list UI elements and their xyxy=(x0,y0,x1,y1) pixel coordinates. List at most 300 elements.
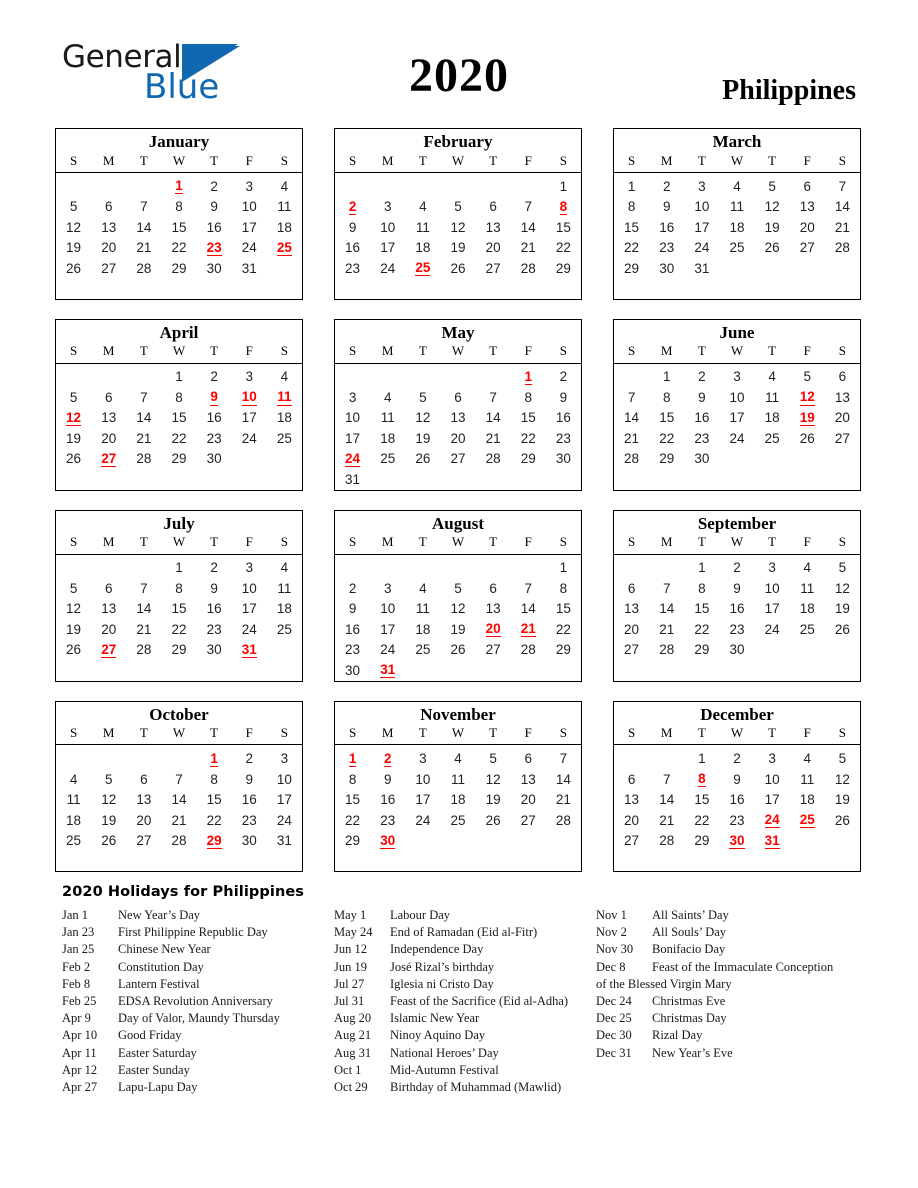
day-cell[interactable]: 5 xyxy=(69,389,78,405)
day-cell[interactable]: 10 xyxy=(729,389,745,405)
day-cell[interactable]: 7 xyxy=(524,199,533,215)
day-cell-holiday[interactable] xyxy=(790,810,825,831)
day-cell[interactable]: 7 xyxy=(140,580,148,596)
day-cell[interactable]: 3 xyxy=(383,199,392,215)
day-cell[interactable]: 6 xyxy=(104,199,113,215)
day-cell[interactable]: 6 xyxy=(104,580,113,596)
day-cell[interactable]: 7 xyxy=(175,771,183,787)
day-cell[interactable]: 17 xyxy=(764,601,780,617)
day-cell[interactable]: 22 xyxy=(171,621,187,637)
day-cell[interactable]: 18 xyxy=(450,792,466,808)
day-cell[interactable]: 6 xyxy=(140,771,148,787)
day-cell-holiday[interactable] xyxy=(197,387,232,408)
day-cell[interactable]: 4 xyxy=(419,580,427,596)
day-cell-holiday[interactable] xyxy=(232,387,267,408)
day-cell-holiday[interactable] xyxy=(370,660,405,681)
day-cell[interactable]: 2 xyxy=(662,178,671,194)
day-cell[interactable]: 19 xyxy=(834,792,850,808)
day-cell[interactable]: 3 xyxy=(768,560,776,576)
day-cell[interactable]: 4 xyxy=(383,389,392,405)
day-cell[interactable]: 15 xyxy=(555,601,571,617)
day-cell[interactable]: 25 xyxy=(415,642,431,658)
day-cell[interactable]: 1 xyxy=(698,751,706,767)
day-cell[interactable]: 21 xyxy=(659,621,675,637)
day-cell[interactable]: 26 xyxy=(764,240,780,256)
day-cell[interactable]: 21 xyxy=(555,792,571,808)
day-cell-holiday[interactable] xyxy=(335,449,370,470)
day-cell[interactable]: 26 xyxy=(66,642,82,658)
day-cell[interactable]: 10 xyxy=(345,410,361,426)
day-cell[interactable]: 24 xyxy=(241,240,257,256)
day-cell[interactable]: 17 xyxy=(380,621,396,637)
day-cell[interactable]: 22 xyxy=(555,621,571,637)
day-cell[interactable]: 23 xyxy=(345,260,361,276)
day-cell[interactable]: 11 xyxy=(277,580,292,596)
day-cell[interactable]: 17 xyxy=(694,219,710,235)
day-cell[interactable]: 19 xyxy=(66,621,82,637)
day-cell[interactable]: 15 xyxy=(659,410,675,426)
day-cell[interactable]: 5 xyxy=(489,751,497,767)
day-cell[interactable]: 16 xyxy=(729,792,745,808)
day-cell[interactable]: 13 xyxy=(101,219,117,235)
day-cell[interactable]: 3 xyxy=(348,389,357,405)
day-cell[interactable]: 10 xyxy=(380,601,396,617)
day-cell-holiday[interactable] xyxy=(91,640,126,661)
day-cell[interactable]: 7 xyxy=(662,580,671,596)
day-cell[interactable]: 14 xyxy=(624,410,640,426)
day-cell[interactable]: 30 xyxy=(555,451,571,467)
day-cell[interactable]: 15 xyxy=(520,410,536,426)
day-cell[interactable]: 13 xyxy=(485,601,501,617)
day-cell[interactable]: 24 xyxy=(276,812,292,828)
day-cell[interactable]: 24 xyxy=(380,260,396,276)
day-cell[interactable]: 28 xyxy=(136,642,152,658)
day-cell[interactable]: 31 xyxy=(241,260,257,276)
day-cell[interactable]: 26 xyxy=(834,812,850,828)
day-cell[interactable]: 21 xyxy=(136,621,152,637)
day-cell[interactable]: 6 xyxy=(489,199,497,215)
day-cell[interactable]: 13 xyxy=(624,601,640,617)
day-cell[interactable]: 3 xyxy=(280,751,289,767)
day-cell[interactable]: 22 xyxy=(345,812,361,828)
day-cell[interactable]: 17 xyxy=(415,792,431,808)
day-cell[interactable]: 14 xyxy=(485,410,501,426)
day-cell[interactable]: 16 xyxy=(659,219,675,235)
day-cell[interactable]: 23 xyxy=(206,621,222,637)
day-cell[interactable]: 20 xyxy=(101,430,117,446)
day-cell[interactable]: 6 xyxy=(489,580,497,596)
day-cell-holiday[interactable] xyxy=(335,196,370,217)
day-cell[interactable]: 19 xyxy=(66,430,82,446)
day-cell[interactable]: 17 xyxy=(276,792,292,808)
day-cell[interactable]: 29 xyxy=(694,642,710,658)
day-cell[interactable]: 1 xyxy=(559,178,568,194)
day-cell[interactable]: 8 xyxy=(175,199,183,215)
day-cell[interactable]: 11 xyxy=(765,389,780,405)
day-cell[interactable]: 23 xyxy=(729,812,745,828)
day-cell[interactable]: 20 xyxy=(520,792,536,808)
day-cell[interactable]: 24 xyxy=(694,240,710,256)
day-cell[interactable]: 26 xyxy=(485,812,501,828)
day-cell-holiday[interactable] xyxy=(719,830,754,851)
day-cell[interactable]: 19 xyxy=(450,621,466,637)
day-cell[interactable]: 2 xyxy=(348,580,357,596)
day-cell[interactable]: 1 xyxy=(662,369,671,385)
day-cell[interactable]: 15 xyxy=(624,219,640,235)
day-cell[interactable]: 2 xyxy=(698,369,706,385)
day-cell[interactable]: 6 xyxy=(454,389,462,405)
day-cell[interactable]: 4 xyxy=(280,369,289,385)
day-cell-holiday[interactable] xyxy=(370,745,405,769)
day-cell[interactable]: 16 xyxy=(555,410,571,426)
day-cell[interactable]: 9 xyxy=(698,389,706,405)
day-cell[interactable]: 29 xyxy=(171,642,187,658)
day-cell[interactable]: 18 xyxy=(799,792,815,808)
day-cell-holiday[interactable] xyxy=(197,830,232,851)
day-cell-holiday[interactable] xyxy=(511,363,546,387)
day-cell[interactable]: 26 xyxy=(799,430,815,446)
day-cell[interactable]: 14 xyxy=(136,219,152,235)
day-cell-holiday[interactable] xyxy=(91,449,126,470)
day-cell[interactable]: 10 xyxy=(415,771,431,787)
day-cell[interactable]: 31 xyxy=(345,471,361,487)
day-cell[interactable]: 28 xyxy=(659,642,675,658)
day-cell[interactable]: 16 xyxy=(241,792,257,808)
day-cell[interactable]: 25 xyxy=(799,621,815,637)
day-cell[interactable]: 27 xyxy=(136,833,152,849)
day-cell[interactable]: 14 xyxy=(136,601,152,617)
day-cell[interactable]: 7 xyxy=(838,178,847,194)
day-cell[interactable]: 1 xyxy=(175,369,183,385)
day-cell[interactable]: 19 xyxy=(834,601,850,617)
day-cell[interactable]: 9 xyxy=(348,219,357,235)
day-cell[interactable]: 23 xyxy=(345,642,361,658)
day-cell[interactable]: 20 xyxy=(101,621,117,637)
day-cell[interactable]: 20 xyxy=(834,410,850,426)
day-cell[interactable]: 15 xyxy=(171,601,187,617)
day-cell[interactable]: 9 xyxy=(559,389,568,405)
day-cell[interactable]: 14 xyxy=(520,601,536,617)
day-cell[interactable]: 18 xyxy=(729,219,745,235)
day-cell[interactable]: 3 xyxy=(383,580,392,596)
day-cell[interactable]: 25 xyxy=(66,833,82,849)
day-cell[interactable]: 20 xyxy=(485,240,501,256)
day-cell[interactable]: 25 xyxy=(729,240,745,256)
day-cell[interactable]: 14 xyxy=(136,410,152,426)
day-cell[interactable]: 5 xyxy=(768,178,776,194)
day-cell[interactable]: 23 xyxy=(206,430,222,446)
day-cell[interactable]: 15 xyxy=(345,792,361,808)
day-cell[interactable]: 14 xyxy=(171,792,187,808)
day-cell[interactable]: 10 xyxy=(380,219,396,235)
day-cell[interactable]: 18 xyxy=(276,219,292,235)
day-cell[interactable]: 8 xyxy=(627,199,636,215)
day-cell[interactable]: 18 xyxy=(764,410,780,426)
day-cell[interactable]: 20 xyxy=(799,219,815,235)
day-cell[interactable]: 26 xyxy=(450,642,466,658)
day-cell[interactable]: 9 xyxy=(733,580,741,596)
day-cell[interactable]: 21 xyxy=(171,812,187,828)
day-cell[interactable]: 29 xyxy=(171,260,187,276)
day-cell[interactable]: 10 xyxy=(764,580,780,596)
day-cell[interactable]: 15 xyxy=(206,792,222,808)
day-cell[interactable]: 28 xyxy=(520,642,536,658)
day-cell[interactable]: 8 xyxy=(524,389,533,405)
day-cell[interactable]: 24 xyxy=(764,621,780,637)
day-cell[interactable]: 16 xyxy=(694,410,710,426)
day-cell[interactable]: 13 xyxy=(485,219,501,235)
day-cell[interactable]: 13 xyxy=(136,792,152,808)
day-cell[interactable]: 30 xyxy=(729,642,745,658)
day-cell-holiday[interactable] xyxy=(335,745,370,769)
day-cell[interactable]: 1 xyxy=(698,560,706,576)
day-cell[interactable]: 21 xyxy=(520,240,536,256)
day-cell[interactable]: 26 xyxy=(450,260,466,276)
day-cell[interactable]: 14 xyxy=(659,792,675,808)
day-cell[interactable]: 8 xyxy=(698,580,706,596)
day-cell[interactable]: 2 xyxy=(733,751,741,767)
day-cell[interactable]: 5 xyxy=(104,771,113,787)
day-cell[interactable]: 27 xyxy=(520,812,536,828)
day-cell[interactable]: 11 xyxy=(66,792,81,808)
day-cell-holiday[interactable] xyxy=(476,619,511,640)
day-cell[interactable]: 21 xyxy=(136,240,152,256)
day-cell[interactable]: 10 xyxy=(241,199,257,215)
day-cell[interactable]: 28 xyxy=(555,812,571,828)
day-cell[interactable]: 28 xyxy=(834,240,850,256)
day-cell[interactable]: 14 xyxy=(834,199,850,215)
day-cell[interactable]: 26 xyxy=(66,260,82,276)
day-cell[interactable]: 21 xyxy=(485,430,501,446)
day-cell[interactable]: 12 xyxy=(450,219,466,235)
day-cell[interactable]: 17 xyxy=(345,430,361,446)
day-cell[interactable]: 30 xyxy=(206,642,222,658)
day-cell[interactable]: 17 xyxy=(729,410,745,426)
day-cell[interactable]: 10 xyxy=(241,580,257,596)
day-cell-holiday[interactable] xyxy=(197,745,232,769)
day-cell[interactable]: 29 xyxy=(555,642,571,658)
day-cell[interactable]: 19 xyxy=(764,219,780,235)
day-cell[interactable]: 6 xyxy=(627,771,636,787)
day-cell[interactable]: 9 xyxy=(245,771,254,787)
day-cell[interactable]: 9 xyxy=(210,580,218,596)
day-cell[interactable]: 8 xyxy=(662,389,671,405)
day-cell[interactable]: 8 xyxy=(348,771,357,787)
day-cell[interactable]: 18 xyxy=(380,430,396,446)
day-cell-holiday[interactable] xyxy=(267,237,302,258)
day-cell[interactable]: 14 xyxy=(520,219,536,235)
day-cell[interactable]: 3 xyxy=(419,751,427,767)
day-cell[interactable]: 21 xyxy=(624,430,640,446)
day-cell[interactable]: 11 xyxy=(415,219,430,235)
day-cell[interactable]: 28 xyxy=(520,260,536,276)
day-cell-holiday[interactable] xyxy=(511,619,546,640)
day-cell[interactable]: 3 xyxy=(245,369,254,385)
day-cell[interactable]: 25 xyxy=(276,621,292,637)
day-cell[interactable]: 8 xyxy=(175,389,183,405)
day-cell[interactable]: 13 xyxy=(101,601,117,617)
day-cell[interactable]: 18 xyxy=(415,240,431,256)
day-cell[interactable]: 25 xyxy=(450,812,466,828)
day-cell[interactable]: 3 xyxy=(245,178,254,194)
day-cell[interactable]: 5 xyxy=(838,751,847,767)
day-cell[interactable]: 28 xyxy=(485,451,501,467)
day-cell[interactable]: 24 xyxy=(729,430,745,446)
day-cell-holiday[interactable] xyxy=(546,196,581,217)
day-cell-holiday[interactable] xyxy=(197,237,232,258)
day-cell[interactable]: 24 xyxy=(380,642,396,658)
day-cell[interactable]: 27 xyxy=(799,240,815,256)
day-cell[interactable]: 11 xyxy=(380,410,395,426)
day-cell[interactable]: 2 xyxy=(559,369,568,385)
day-cell-holiday[interactable] xyxy=(755,810,790,831)
day-cell[interactable]: 16 xyxy=(729,601,745,617)
day-cell[interactable]: 11 xyxy=(277,199,292,215)
day-cell[interactable]: 29 xyxy=(555,260,571,276)
day-cell[interactable]: 11 xyxy=(450,771,465,787)
day-cell[interactable]: 7 xyxy=(627,389,636,405)
day-cell[interactable]: 7 xyxy=(140,199,148,215)
day-cell[interactable]: 29 xyxy=(345,833,361,849)
day-cell[interactable]: 23 xyxy=(659,240,675,256)
day-cell[interactable]: 27 xyxy=(485,260,501,276)
day-cell[interactable]: 19 xyxy=(450,240,466,256)
day-cell[interactable]: 2 xyxy=(245,751,254,767)
day-cell[interactable]: 25 xyxy=(380,451,396,467)
day-cell[interactable]: 22 xyxy=(520,430,536,446)
day-cell[interactable]: 7 xyxy=(489,389,497,405)
day-cell[interactable]: 22 xyxy=(694,621,710,637)
day-cell[interactable]: 29 xyxy=(659,451,675,467)
day-cell[interactable]: 13 xyxy=(101,410,117,426)
day-cell[interactable]: 12 xyxy=(66,601,82,617)
day-cell[interactable]: 27 xyxy=(624,642,640,658)
day-cell[interactable]: 30 xyxy=(206,260,222,276)
day-cell[interactable]: 10 xyxy=(764,771,780,787)
day-cell[interactable]: 16 xyxy=(206,410,222,426)
day-cell[interactable]: 12 xyxy=(66,219,82,235)
day-cell[interactable]: 12 xyxy=(415,410,431,426)
day-cell[interactable]: 29 xyxy=(624,260,640,276)
day-cell[interactable]: 9 xyxy=(383,771,392,787)
day-cell[interactable]: 14 xyxy=(555,771,571,787)
day-cell[interactable]: 20 xyxy=(624,812,640,828)
day-cell[interactable]: 26 xyxy=(834,621,850,637)
day-cell[interactable]: 13 xyxy=(624,792,640,808)
day-cell[interactable]: 26 xyxy=(101,833,117,849)
day-cell[interactable]: 16 xyxy=(345,621,361,637)
day-cell[interactable]: 8 xyxy=(559,580,568,596)
day-cell[interactable]: 6 xyxy=(838,369,847,385)
day-cell[interactable]: 6 xyxy=(524,751,533,767)
day-cell[interactable]: 5 xyxy=(454,199,462,215)
day-cell[interactable]: 30 xyxy=(694,451,710,467)
day-cell[interactable]: 19 xyxy=(101,812,117,828)
day-cell[interactable]: 22 xyxy=(171,430,187,446)
day-cell-holiday[interactable] xyxy=(161,172,196,196)
day-cell[interactable]: 16 xyxy=(206,219,222,235)
day-cell[interactable]: 24 xyxy=(241,430,257,446)
day-cell-holiday[interactable] xyxy=(790,387,825,408)
day-cell[interactable]: 5 xyxy=(69,580,78,596)
day-cell[interactable]: 22 xyxy=(555,240,571,256)
day-cell[interactable]: 21 xyxy=(659,812,675,828)
day-cell[interactable]: 22 xyxy=(206,812,222,828)
day-cell[interactable]: 5 xyxy=(838,560,847,576)
day-cell-holiday[interactable] xyxy=(56,408,91,429)
day-cell[interactable]: 12 xyxy=(834,580,850,596)
day-cell[interactable]: 18 xyxy=(799,601,815,617)
day-cell[interactable]: 17 xyxy=(380,240,396,256)
day-cell[interactable]: 30 xyxy=(659,260,675,276)
day-cell[interactable]: 9 xyxy=(210,199,218,215)
day-cell[interactable]: 1 xyxy=(627,178,636,194)
day-cell-holiday[interactable] xyxy=(790,408,825,429)
day-cell[interactable]: 30 xyxy=(345,662,361,678)
day-cell-holiday[interactable] xyxy=(267,387,302,408)
day-cell[interactable]: 2 xyxy=(210,369,218,385)
day-cell[interactable]: 12 xyxy=(834,771,850,787)
day-cell[interactable]: 28 xyxy=(624,451,640,467)
day-cell[interactable]: 5 xyxy=(419,389,427,405)
day-cell[interactable]: 22 xyxy=(659,430,675,446)
day-cell[interactable]: 18 xyxy=(276,601,292,617)
day-cell[interactable]: 5 xyxy=(69,199,78,215)
day-cell[interactable]: 12 xyxy=(101,792,117,808)
day-cell[interactable]: 4 xyxy=(69,771,78,787)
day-cell[interactable]: 10 xyxy=(276,771,292,787)
day-cell[interactable]: 20 xyxy=(136,812,152,828)
day-cell[interactable]: 13 xyxy=(834,389,850,405)
day-cell[interactable]: 2 xyxy=(210,560,218,576)
day-cell[interactable]: 8 xyxy=(210,771,218,787)
day-cell[interactable]: 12 xyxy=(764,199,780,215)
day-cell[interactable]: 30 xyxy=(241,833,257,849)
day-cell[interactable]: 24 xyxy=(415,812,431,828)
day-cell-holiday[interactable] xyxy=(370,830,405,851)
day-cell[interactable]: 27 xyxy=(624,833,640,849)
day-cell[interactable]: 21 xyxy=(136,430,152,446)
day-cell[interactable]: 4 xyxy=(419,199,427,215)
day-cell[interactable]: 4 xyxy=(280,560,289,576)
day-cell[interactable]: 15 xyxy=(171,219,187,235)
day-cell[interactable]: 16 xyxy=(380,792,396,808)
day-cell[interactable]: 4 xyxy=(768,369,776,385)
day-cell-holiday[interactable] xyxy=(405,258,440,279)
day-cell[interactable]: 18 xyxy=(66,812,82,828)
day-cell[interactable]: 18 xyxy=(415,621,431,637)
day-cell[interactable]: 29 xyxy=(694,833,710,849)
day-cell[interactable]: 7 xyxy=(140,389,148,405)
day-cell[interactable]: 28 xyxy=(136,260,152,276)
day-cell[interactable]: 11 xyxy=(800,771,815,787)
day-cell[interactable]: 20 xyxy=(450,430,466,446)
day-cell-holiday[interactable] xyxy=(684,769,719,790)
day-cell[interactable]: 28 xyxy=(659,833,675,849)
day-cell[interactable]: 19 xyxy=(485,792,501,808)
day-cell[interactable]: 27 xyxy=(101,260,117,276)
day-cell[interactable]: 23 xyxy=(694,430,710,446)
day-cell[interactable]: 31 xyxy=(694,260,710,276)
day-cell[interactable]: 7 xyxy=(559,751,568,767)
day-cell-holiday[interactable] xyxy=(232,640,267,661)
day-cell[interactable]: 2 xyxy=(733,560,741,576)
day-cell[interactable]: 8 xyxy=(175,580,183,596)
day-cell[interactable]: 22 xyxy=(171,240,187,256)
day-cell[interactable]: 22 xyxy=(624,240,640,256)
day-cell[interactable]: 16 xyxy=(206,601,222,617)
day-cell[interactable]: 15 xyxy=(694,792,710,808)
